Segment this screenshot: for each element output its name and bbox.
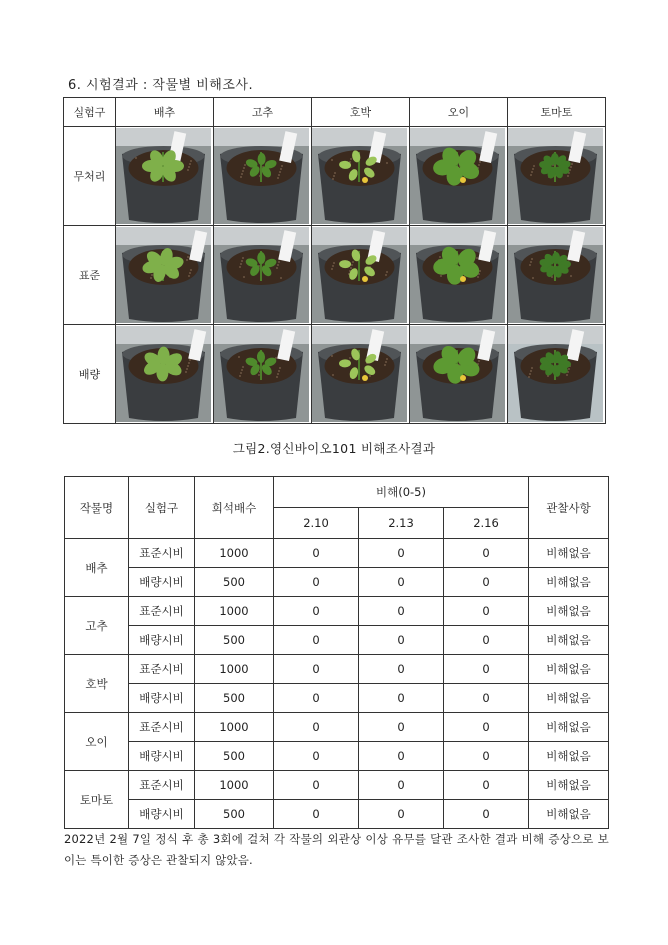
group-cell: 배량시비	[129, 568, 195, 597]
photo-crop-header: 오이	[410, 98, 508, 127]
observation-cell: 비해없음	[529, 539, 609, 568]
photo-row-label: 표준	[64, 226, 116, 325]
dilution-header: 희석배수	[195, 477, 274, 539]
plant-photo	[508, 325, 606, 424]
dilution-cell: 1000	[195, 597, 274, 626]
plant-photo	[116, 127, 214, 226]
plant-photo-image	[116, 326, 211, 422]
score-cell: 0	[359, 626, 444, 655]
plant-photo-image	[116, 227, 211, 323]
figure-caption: 그림2.영신바이오101 비해조사결과	[232, 441, 436, 456]
photo-crop-header: 고추	[214, 98, 312, 127]
dilution-cell: 500	[195, 742, 274, 771]
plant-photo	[312, 127, 410, 226]
score-cell: 0	[359, 597, 444, 626]
observation-cell: 비해없음	[529, 597, 609, 626]
plant-photo	[214, 226, 312, 325]
plant-photo	[214, 325, 312, 424]
photo-table	[63, 97, 606, 424]
dilution-cell: 500	[195, 568, 274, 597]
observation-header: 관찰사항	[529, 477, 609, 539]
table-row	[65, 800, 609, 829]
observation-cell: 비해없음	[529, 771, 609, 800]
plant-photo	[312, 325, 410, 424]
group-cell: 배량시비	[129, 626, 195, 655]
score-cell: 0	[274, 597, 359, 626]
photo-corner-header: 실험구	[64, 98, 116, 127]
dilution-cell: 500	[195, 684, 274, 713]
dilution-cell: 500	[195, 626, 274, 655]
group-header: 실험구	[129, 477, 195, 539]
plant-photo-image	[508, 326, 603, 422]
plant-photo-image	[312, 326, 407, 422]
plant-photo-image	[410, 326, 505, 422]
photo-row	[64, 226, 606, 325]
crop-name-cell: 고추	[65, 597, 129, 655]
photo-header-row	[64, 98, 606, 127]
damage-table	[64, 476, 609, 829]
score-cell: 0	[444, 539, 529, 568]
dilution-cell: 1000	[195, 771, 274, 800]
score-cell: 0	[359, 684, 444, 713]
score-cell: 0	[274, 539, 359, 568]
score-cell: 0	[274, 626, 359, 655]
plant-photo-image	[214, 227, 309, 323]
group-cell: 표준시비	[129, 771, 195, 800]
table-row	[65, 713, 609, 742]
score-cell: 0	[444, 626, 529, 655]
score-cell: 0	[359, 568, 444, 597]
plant-photo-image	[312, 128, 407, 224]
score-cell: 0	[359, 800, 444, 829]
score-cell: 0	[359, 742, 444, 771]
plant-photo	[410, 226, 508, 325]
dilution-cell: 1000	[195, 713, 274, 742]
crop-name-cell: 오이	[65, 713, 129, 771]
photo-row	[64, 127, 606, 226]
plant-photo	[116, 325, 214, 424]
table-row	[65, 771, 609, 800]
photo-crop-header: 호박	[312, 98, 410, 127]
dilution-cell: 500	[195, 800, 274, 829]
observation-cell: 비해없음	[529, 684, 609, 713]
group-cell: 표준시비	[129, 597, 195, 626]
group-cell: 표준시비	[129, 539, 195, 568]
observation-cell: 비해없음	[529, 655, 609, 684]
plant-photo-image	[508, 227, 603, 323]
crop-name-cell: 배추	[65, 539, 129, 597]
table-row	[65, 655, 609, 684]
plant-photo-image	[508, 128, 603, 224]
observation-cell: 비해없음	[529, 713, 609, 742]
group-cell: 배량시비	[129, 684, 195, 713]
score-cell: 0	[274, 713, 359, 742]
damage-header-row	[65, 477, 609, 508]
score-cell: 0	[274, 742, 359, 771]
observation-cell: 비해없음	[529, 742, 609, 771]
score-cell: 0	[444, 597, 529, 626]
plant-photo-image	[410, 227, 505, 323]
score-cell: 0	[359, 655, 444, 684]
score-cell: 0	[444, 771, 529, 800]
plant-photo	[508, 226, 606, 325]
score-cell: 0	[274, 800, 359, 829]
score-cell: 0	[274, 655, 359, 684]
score-cell: 0	[444, 684, 529, 713]
group-cell: 표준시비	[129, 713, 195, 742]
dilution-cell: 1000	[195, 539, 274, 568]
score-cell: 0	[274, 684, 359, 713]
dilution-cell: 1000	[195, 655, 274, 684]
plant-photo	[312, 226, 410, 325]
score-cell: 0	[444, 568, 529, 597]
photo-row-label: 배량	[64, 325, 116, 424]
table-row	[65, 539, 609, 568]
date-header: 2.13	[359, 508, 444, 539]
observation-cell: 비해없음	[529, 800, 609, 829]
plant-photo	[508, 127, 606, 226]
plant-photo	[410, 127, 508, 226]
plant-photo-image	[214, 128, 309, 224]
plant-photo	[214, 127, 312, 226]
observation-cell: 비해없음	[529, 568, 609, 597]
section-heading: 6. 시험결과 : 작물별 비해조사.	[68, 78, 254, 93]
score-cell: 0	[359, 539, 444, 568]
crop-header: 작물명	[65, 477, 129, 539]
score-cell: 0	[444, 713, 529, 742]
damage-score-header: 비해(0-5)	[274, 477, 529, 508]
score-cell: 0	[274, 568, 359, 597]
table-row	[65, 597, 609, 626]
score-cell: 0	[359, 771, 444, 800]
crop-name-cell: 토마토	[65, 771, 129, 829]
score-cell: 0	[444, 655, 529, 684]
score-cell: 0	[274, 771, 359, 800]
plant-photo	[116, 226, 214, 325]
plant-photo-image	[410, 128, 505, 224]
plant-photo-image	[312, 227, 407, 323]
date-header: 2.16	[444, 508, 529, 539]
table-row	[65, 568, 609, 597]
date-header: 2.10	[274, 508, 359, 539]
crop-name-cell: 호박	[65, 655, 129, 713]
photo-crop-header: 토마토	[508, 98, 606, 127]
plant-photo	[410, 325, 508, 424]
group-cell: 배량시비	[129, 800, 195, 829]
observation-note: 2022년 2월 7일 정식 후 총 3회에 걸쳐 각 작물의 외관상 이상 유무를 달관 조사한 결과 비해 증상으로 보이는 특이한 증상은 관찰되지 않았음.	[64, 832, 609, 867]
table-row	[65, 684, 609, 713]
plant-photo-image	[214, 326, 309, 422]
photo-row-label: 무처리	[64, 127, 116, 226]
photo-crop-header: 배추	[116, 98, 214, 127]
table-row	[65, 742, 609, 771]
group-cell: 배량시비	[129, 742, 195, 771]
score-cell: 0	[359, 713, 444, 742]
group-cell: 표준시비	[129, 655, 195, 684]
plant-photo-image	[116, 128, 211, 224]
score-cell: 0	[444, 800, 529, 829]
table-row	[65, 626, 609, 655]
photo-row	[64, 325, 606, 424]
score-cell: 0	[444, 742, 529, 771]
observation-cell: 비해없음	[529, 626, 609, 655]
